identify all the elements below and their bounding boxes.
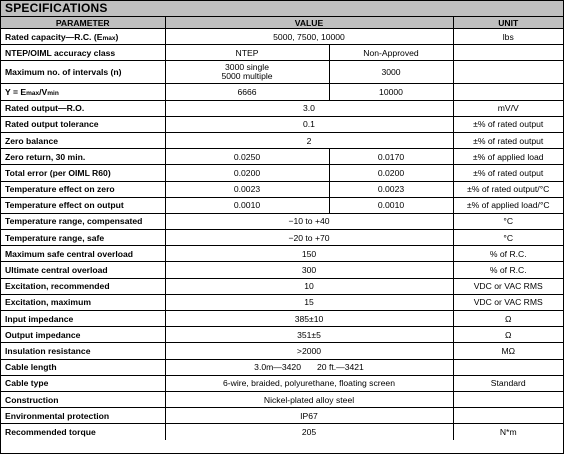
table-row (1, 100, 563, 116)
table-row (1, 408, 563, 424)
unit-temp-range-safe: °C (453, 230, 563, 246)
table-row (1, 181, 563, 197)
param-insulation-resistance: Insulation resistance (1, 343, 165, 359)
param-zero-balance: Zero balance (1, 132, 165, 148)
param-ultimate-overload: Ultimate central overload (1, 262, 165, 278)
value-insulation-resistance: >2000 (165, 343, 453, 359)
param-temp-range-safe: Temperature range, safe (1, 230, 165, 246)
value-max-intervals-non-approved: 3000 (329, 61, 453, 84)
param-temp-effect-output: Temperature effect on output (1, 197, 165, 213)
table-row (1, 61, 563, 84)
param-rated-output: Rated output—R.O. (1, 100, 165, 116)
value-ntep: NTEP (165, 45, 329, 61)
unit-construction (453, 391, 563, 407)
table-row (1, 45, 563, 61)
value-temp-effect-zero-non-approved: 0.0023 (329, 181, 453, 197)
table-row (1, 246, 563, 262)
table-row (1, 278, 563, 294)
table-row (1, 311, 563, 327)
unit-max-intervals (453, 61, 563, 84)
value-max-safe-overload: 150 (165, 246, 453, 262)
value-y-ratio-non-approved: 10000 (329, 84, 453, 100)
unit-zero-balance: ±% of rated output (453, 132, 563, 148)
unit-ntep-oiml (453, 45, 563, 61)
unit-output-impedance: Ω (453, 327, 563, 343)
value-non-approved: Non-Approved (329, 45, 453, 61)
table-row (1, 149, 563, 165)
value-input-impedance: 385±10 (165, 311, 453, 327)
unit-zero-return: ±% of applied load (453, 149, 563, 165)
unit-rated-output-tolerance: ±% of rated output (453, 116, 563, 132)
value-zero-return-ntep: 0.0250 (165, 149, 329, 165)
value-ultimate-overload: 300 (165, 262, 453, 278)
table-row (1, 197, 563, 213)
value-environmental-protection: IP67 (165, 408, 453, 424)
unit-insulation-resistance: MΩ (453, 343, 563, 359)
value-cable-type: 6-wire, braided, polyurethane, floating screen (165, 375, 453, 391)
value-excitation-maximum: 15 (165, 294, 453, 310)
param-excitation-maximum: Excitation, maximum (1, 294, 165, 310)
unit-temp-effect-zero: ±% of rated output/°C (453, 181, 563, 197)
value-cable-length: 3.0m—3420 20 ft.—3421 (165, 359, 453, 375)
param-zero-return: Zero return, 30 min. (1, 149, 165, 165)
param-input-impedance: Input impedance (1, 311, 165, 327)
value-total-error-ntep: 0.0200 (165, 165, 329, 181)
unit-cable-length (453, 359, 563, 375)
value-excitation-recommended: 10 (165, 278, 453, 294)
table-row (1, 343, 563, 359)
header-unit: UNIT (453, 17, 563, 29)
unit-recommended-torque: N*m (499, 426, 517, 437)
unit-rated-capacity: lbs (453, 29, 563, 45)
unit-excitation-maximum: VDC or VAC RMS (453, 294, 563, 310)
specifications-table (1, 17, 563, 440)
unit-y-ratio (453, 84, 563, 100)
param-environmental-protection: Environmental protection (1, 408, 165, 424)
specifications-title: SPECIFICATIONS (1, 1, 563, 17)
value-temp-range-compensated: −10 to +40 (165, 213, 453, 229)
param-rated-capacity: Rated capacity—R.C. (Emax) (1, 29, 165, 45)
value-rated-output-tolerance: 0.1 (165, 116, 453, 132)
param-cable-length: Cable length (1, 359, 165, 375)
param-y-ratio: Y = Emax/Vmin (1, 84, 165, 100)
value-rated-capacity: 5000, 7500, 10000 (165, 29, 453, 45)
header-parameter: PARAMETER (1, 17, 165, 29)
value-output-impedance: 351±5 (165, 327, 453, 343)
table-row (1, 213, 563, 229)
table-row (1, 359, 563, 375)
param-total-error: Total error (per OIML R60) (1, 165, 165, 181)
value-zero-return-non-approved: 0.0170 (329, 149, 453, 165)
param-ntep-oiml: NTEP/OIML accuracy class (1, 45, 165, 61)
value-y-ratio-ntep: 6666 (165, 84, 329, 100)
table-row (1, 132, 563, 148)
header-row (1, 17, 563, 29)
param-temp-range-compensated: Temperature range, compensated (1, 213, 165, 229)
table-row (1, 84, 563, 100)
value-temp-effect-output-ntep: 0.0010 (165, 197, 329, 213)
value-temp-effect-zero-ntep: 0.0023 (165, 181, 329, 197)
param-max-intervals: Maximum no. of intervals (n) (1, 61, 165, 84)
unit-rated-output: mV/V (453, 100, 563, 116)
unit-ultimate-overload: % of R.C. (453, 262, 563, 278)
table-row (1, 375, 563, 391)
value-total-error-non-approved: 0.0200 (329, 165, 453, 181)
param-construction: Construction (1, 391, 165, 407)
table-row (1, 391, 563, 407)
param-output-impedance: Output impedance (1, 327, 165, 343)
unit-environmental-protection (453, 408, 563, 424)
value-temp-effect-output-non-approved: 0.0010 (329, 197, 453, 213)
param-max-safe-overload: Maximum safe central overload (1, 246, 165, 262)
param-excitation-recommended: Excitation, recommended (1, 278, 165, 294)
table-row (1, 262, 563, 278)
unit-cable-type: Standard (453, 375, 563, 391)
unit-max-safe-overload: % of R.C. (453, 246, 563, 262)
table-row (1, 327, 563, 343)
table-row (1, 230, 563, 246)
unit-excitation-recommended: VDC or VAC RMS (453, 278, 563, 294)
table-row (1, 29, 563, 45)
table-row (1, 165, 563, 181)
unit-temp-range-compensated: °C (453, 213, 563, 229)
param-cable-type: Cable type (1, 375, 165, 391)
param-temp-effect-zero: Temperature effect on zero (1, 181, 165, 197)
value-temp-range-safe: −20 to +70 (165, 230, 453, 246)
header-value: VALUE (165, 17, 453, 29)
unit-total-error: ±% of rated output (453, 165, 563, 181)
value-rated-output: 3.0 (165, 100, 453, 116)
unit-temp-effect-output: ±% of applied load/°C (453, 197, 563, 213)
table-row (1, 294, 563, 310)
value-construction: Nickel-plated alloy steel (165, 391, 453, 407)
value-max-intervals-ntep: 3000 single 5000 multiple (165, 61, 329, 84)
table-row (1, 116, 563, 132)
unit-input-impedance: Ω (453, 311, 563, 327)
value-zero-balance: 2 (165, 132, 453, 148)
param-recommended-torque: Recommended torque (1, 424, 165, 440)
table-row (1, 424, 563, 440)
value-recommended-torque: 205 (165, 424, 453, 440)
param-rated-output-tolerance: Rated output tolerance (1, 116, 165, 132)
